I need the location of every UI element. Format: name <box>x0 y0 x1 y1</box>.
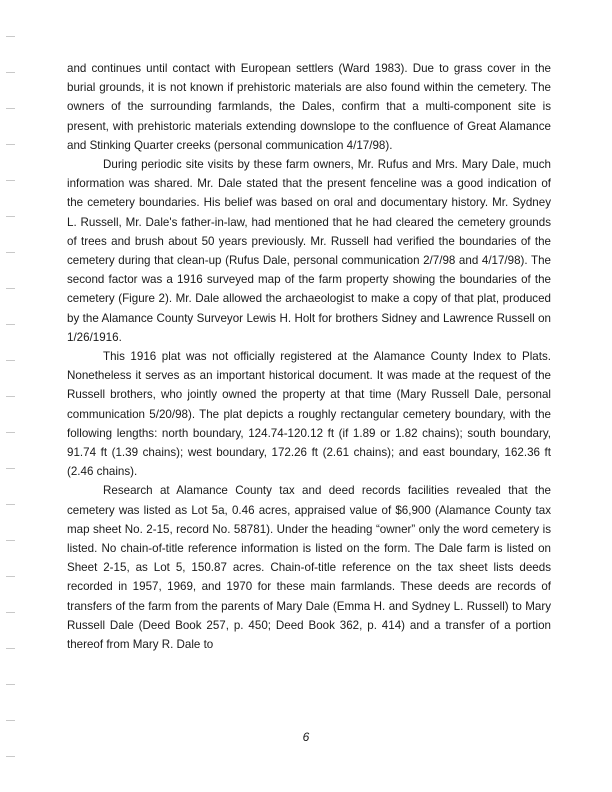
paragraph-tax-deed-research: Research at Alamance County tax and deed records facilities revealed that the cemetery was listed as Lot 5a, 0.46 acres, appraised value of $6,900 (Alamance County tax map sheet No. 2-15, record No. 58781). Under the heading “owner” only the word cemetery is listed. No chain-of-title reference information is listed on the form. The Dale farm is listed on Sheet 2-15, as Lot 5, 150.87 acres. Chain-of-title reference on the tax sheet lists deeds recorded in 1957, 1969, and 1970 for these main farmlands. These deeds are records of transfers of the farm from the parents of Mary Dale (Emma H. and Sydney L. Russell) to Mary Russell Dale (Deed Book 257, p. 450; Deed Book 362, p. 414) and a transfer of a portion thereof from Mary R. Dale to <box>67 484 551 652</box>
page-body <box>67 59 551 654</box>
paragraph-continuation: and continues until contact with European settlers (Ward 1983). Due to grass cover in the burial grounds, it is not known if prehistoric materials are also found within the cemetery. The owners of the surrounding farmlands, the Dales, confirm that a multi-component site is present, with prehistoric materials extending downslope to the confluence of Great Alamance and Stinking Quarter creeks (personal communication 4/17/98). <box>67 62 551 152</box>
paragraph-site-visits: During periodic site visits by these farm owners, Mr. Rufus and Mrs. Mary Dale, much information was shared. Mr. Dale stated that the present fenceline was a good indication of the cemetery boundaries. His belief was based on oral and documentary history. Mr. Sydney L. Russell, Mr. Dale's father-in-law, had mentioned that he had cleared the cemetery grounds of trees and brush about 50 years previously. Mr. Russell had verified the boundaries of the cemetery during that clean-up (Rufus Dale, personal communication 2/7/98 and 4/17/98). The second factor was a 1916 surveyed map of the farm property showing the boundaries of the cemetery (Figure 2). Mr. Dale allowed the archaeologist to make a copy of that plat, produced by the Alamance County Surveyor Lewis H. Holt for brothers Sidney and Lawrence Russell on 1/26/1916. <box>67 158 551 344</box>
page-number: 6 <box>302 730 310 744</box>
paragraph-1916-plat: This 1916 plat was not officially registered at the Alamance County Index to Plats. Nonetheless it serves as an important historical document. It was made at the request of the Russell brothers, who jointly owned the property at that time (Mary Russell Dale, personal communication 5/20/98). The plat depicts a roughly rectangular cemetery boundary, with the following lengths: north boundary, 124.74-120.12 ft (if 1.89 or 1.82 chains); south boundary, 91.74 ft (1.39 chains); west boundary, 172.26 ft (2.61 chains); and east boundary, 162.36 ft (2.46 chains). <box>67 350 551 479</box>
scan-margin-ticks <box>6 0 18 792</box>
